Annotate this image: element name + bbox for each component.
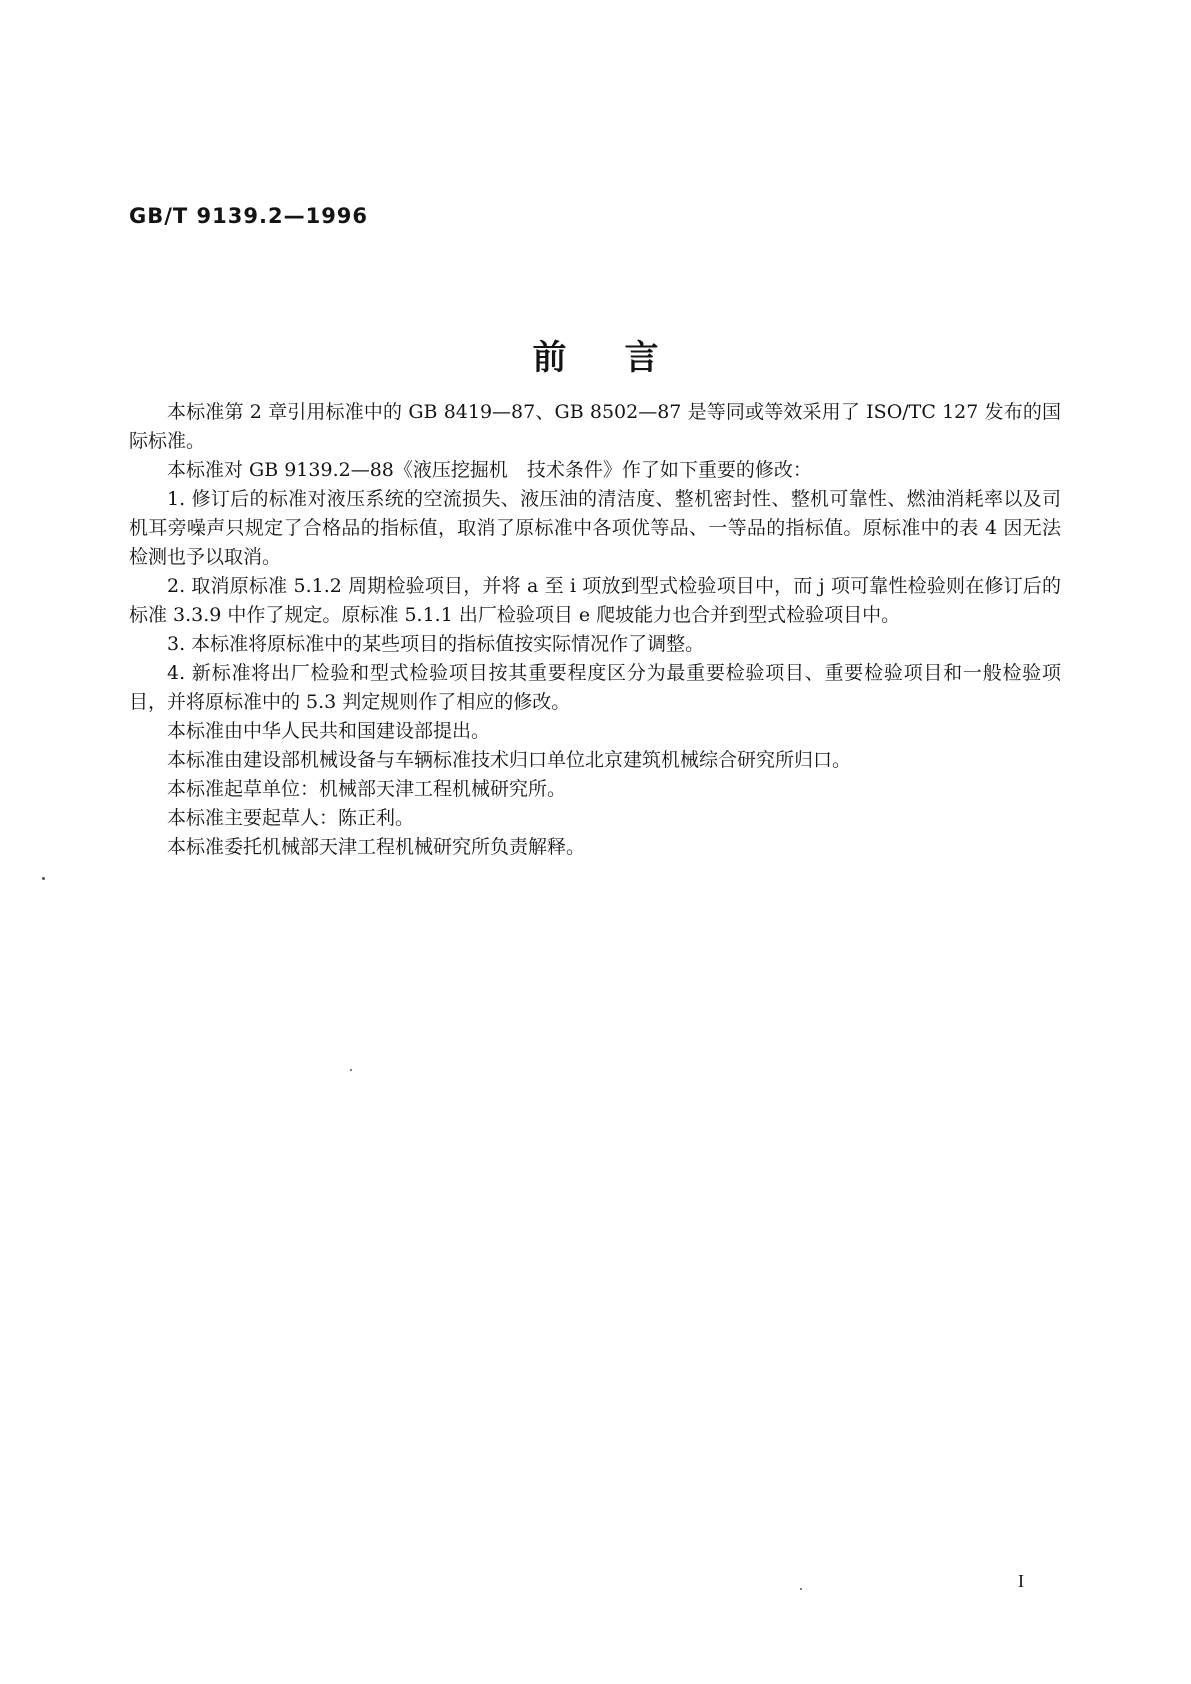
scan-speck [800,1588,802,1590]
paragraph-interpretation: 本标准委托机械部天津工程机械研究所负责解释。 [167,836,586,858]
paragraph-revision-intro: 本标准对 GB 9139.2—88《液压挖掘机 技术条件》作了如下重要的修改： [167,459,812,481]
scan-speck [42,877,45,880]
page-number: I [1018,1571,1024,1591]
page-title: 前言 [532,338,717,378]
scan-speck [350,1069,352,1071]
paragraph-drafter: 本标准主要起草人：陈正利。 [167,807,415,829]
paragraph-proposer: 本标准由中华人民共和国建设部提出。 [167,720,491,742]
paragraph-revision-4: 4. 新标准将出厂检验和型式检验项目按其重要程度区分为最重要检验项目、重要检验项目和一般检验项目，并将原标准中的 5.3 判定规则作了相应的修改。 [129,662,1061,713]
paragraph-revision-3: 3. 本标准将原标准中的某些项目的指标值按实际情况作了调整。 [167,633,705,655]
paragraph-referenced-standards: 本标准第 2 章引用标准中的 GB 8419—87、GB 8502—87 是等同或等效采用了 ISO/TC 127 发布的国际标准。 [129,401,1061,452]
paragraph-drafting-unit: 本标准起草单位：机械部天津工程机械研究所。 [167,778,567,800]
paragraph-administrator: 本标准由建设部机械设备与车辆标准技术归口单位北京建筑机械综合研究所归口。 [167,749,852,771]
paragraph-revision-2: 2. 取消原标准 5.1.2 周期检验项目，并将 a 至 i 项放到型式检验项目中，而 j 项可靠性检验则在修订后的标准 3.3.9 中作了规定。原标准 5.1.1 出厂检验项目 e 爬坡能力也合并到型式检验项目中。 [129,575,1061,626]
paragraph-revision-1: 1. 修订后的标准对液压系统的空流损失、液压油的清洁度、整机密封性、整机可靠性、燃油消耗率以及司机耳旁噪声只规定了合格品的指标值，取消了原标准中各项优等品、一等品的指标值。原标准中的表 4 因无法检测也予以取消。 [129,488,1061,568]
foreword-body [129,398,1061,862]
standard-code: GB/T 9139.2—1996 [129,204,369,228]
